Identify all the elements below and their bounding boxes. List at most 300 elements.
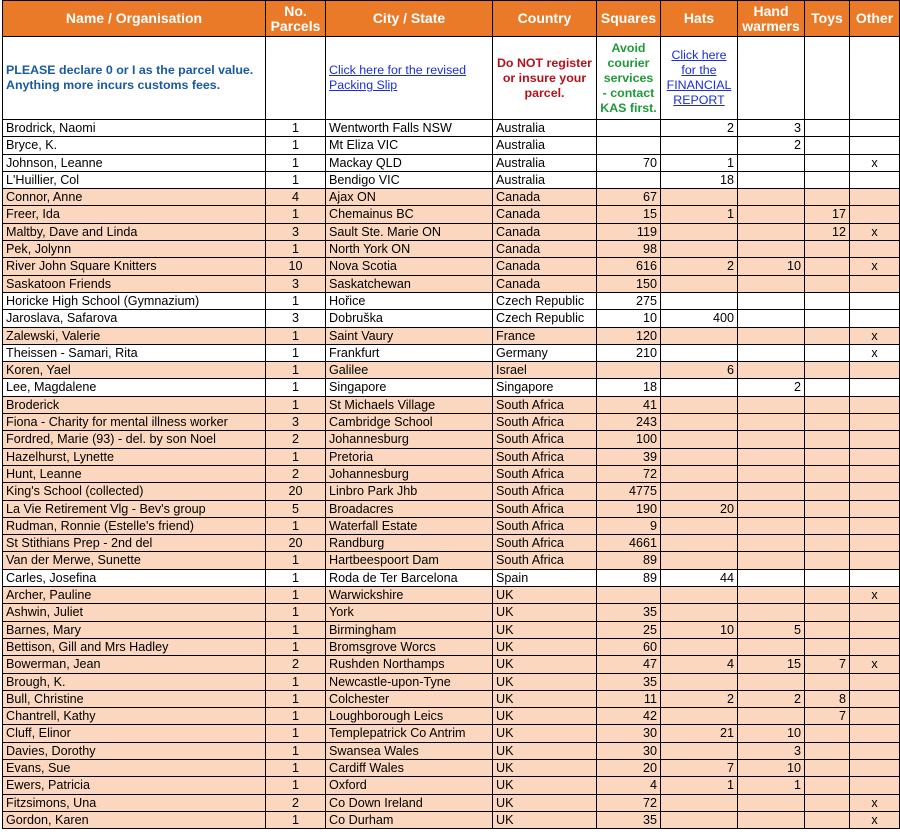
cell-country: UK (493, 777, 597, 794)
cell-toys (805, 777, 850, 794)
cell-squares: 60 (597, 638, 661, 655)
cell-parcels: 1 (266, 759, 326, 776)
cell-hats: 6 (661, 362, 738, 379)
cell-toys (805, 517, 850, 534)
cell-city: Birmingham (326, 621, 493, 638)
cell-hats: 1 (661, 154, 738, 171)
cell-squares: 119 (597, 223, 661, 240)
table-row (3, 396, 900, 413)
cell-name: Evans, Sue (3, 759, 266, 776)
cell-name: Bryce, K. (3, 137, 266, 154)
packing-slip-link[interactable]: Click here for the revised Packing Slip (329, 63, 467, 92)
table-row (3, 673, 900, 690)
cell-country: UK (493, 638, 597, 655)
cell-squares: 67 (597, 189, 661, 206)
register-notice: Do NOT register or insure your parcel. (493, 37, 597, 120)
cell-hats: 20 (661, 500, 738, 517)
cell-parcels: 1 (266, 362, 326, 379)
table-row (3, 604, 900, 621)
cell-squares: 4775 (597, 483, 661, 500)
cell-city: Sault Ste. Marie ON (326, 223, 493, 240)
cell-toys (805, 241, 850, 258)
cell-toys (805, 794, 850, 811)
cell-squares: 47 (597, 656, 661, 673)
cell-hats (661, 517, 738, 534)
cell-parcels: 2 (266, 431, 326, 448)
cell-squares (597, 137, 661, 154)
cell-country: Spain (493, 569, 597, 586)
cell-other: x (850, 344, 900, 361)
cell-toys (805, 189, 850, 206)
cell-name: Ashwin, Juliet (3, 604, 266, 621)
cell-hand-warmers (738, 189, 805, 206)
cell-name: Brodrick, Naomi (3, 120, 266, 137)
cell-country: Singapore (493, 379, 597, 396)
cell-country: UK (493, 604, 597, 621)
cell-other (850, 777, 900, 794)
cell-hand-warmers: 3 (738, 120, 805, 137)
cell-parcels: 20 (266, 483, 326, 500)
packing-slip-cell (326, 37, 493, 120)
cell-name: Barnes, Mary (3, 621, 266, 638)
col-header-squares: Squares (597, 1, 661, 37)
cell-squares: 89 (597, 552, 661, 569)
cell-squares: 41 (597, 396, 661, 413)
cell-other (850, 171, 900, 188)
cell-hand-warmers (738, 275, 805, 292)
cell-city: Colchester (326, 690, 493, 707)
table-row (3, 344, 900, 361)
cell-other: x (850, 223, 900, 240)
cell-name: Carles, Josefina (3, 569, 266, 586)
cell-other: x (850, 656, 900, 673)
cell-hand-warmers: 2 (738, 690, 805, 707)
cell-parcels: 1 (266, 517, 326, 534)
cell-city: Swansea Wales (326, 742, 493, 759)
cell-name: Bowerman, Jean (3, 656, 266, 673)
cell-name: River John Square Knitters (3, 258, 266, 275)
cell-hats: 400 (661, 310, 738, 327)
notice-row (3, 37, 900, 120)
cell-squares (597, 171, 661, 188)
cell-city: Saskatchewan (326, 275, 493, 292)
cell-country: South Africa (493, 465, 597, 482)
table-row (3, 258, 900, 275)
cell-parcels: 1 (266, 396, 326, 413)
cell-hand-warmers: 2 (738, 379, 805, 396)
table-row (3, 759, 900, 776)
cell-parcels: 4 (266, 189, 326, 206)
cell-city: York (326, 604, 493, 621)
cell-other (850, 120, 900, 137)
cell-squares: 18 (597, 379, 661, 396)
cell-country: Germany (493, 344, 597, 361)
cell-other (850, 431, 900, 448)
cell-country: South Africa (493, 396, 597, 413)
table-row (3, 742, 900, 759)
financial-report-cell (661, 37, 738, 120)
cell-country: Australia (493, 154, 597, 171)
cell-squares: 120 (597, 327, 661, 344)
cell-squares: 25 (597, 621, 661, 638)
cell-city: Co Down Ireland (326, 794, 493, 811)
cell-hand-warmers (738, 414, 805, 431)
cell-name: Van der Merwe, Sunette (3, 552, 266, 569)
table-row (3, 448, 900, 465)
cell-toys (805, 621, 850, 638)
cell-name: Johnson, Leanne (3, 154, 266, 171)
cell-hand-warmers (738, 587, 805, 604)
cell-name: Fordred, Marie (93) - del. by son Noel (3, 431, 266, 448)
cell-squares: 4 (597, 777, 661, 794)
cell-toys (805, 431, 850, 448)
cell-parcels: 1 (266, 604, 326, 621)
cell-squares: 72 (597, 794, 661, 811)
cell-country: South Africa (493, 552, 597, 569)
cell-city: Warwickshire (326, 587, 493, 604)
cell-parcels: 2 (266, 465, 326, 482)
cell-city: Templepatrick Co Antrim (326, 725, 493, 742)
cell-city: Wentworth Falls NSW (326, 120, 493, 137)
cell-parcels: 1 (266, 292, 326, 309)
cell-hand-warmers (738, 552, 805, 569)
cell-hats (661, 673, 738, 690)
cell-other (850, 569, 900, 586)
cell-squares: 70 (597, 154, 661, 171)
cell-name: Bettison, Gill and Mrs Hadley (3, 638, 266, 655)
cell-toys (805, 362, 850, 379)
cell-hand-warmers: 1 (738, 777, 805, 794)
cell-parcels: 1 (266, 552, 326, 569)
cell-toys (805, 292, 850, 309)
cell-city: Bendigo VIC (326, 171, 493, 188)
cell-city: Johannesburg (326, 431, 493, 448)
cell-name: St Stithians Prep - 2nd del (3, 535, 266, 552)
cell-toys (805, 137, 850, 154)
cell-squares (597, 362, 661, 379)
cell-city: Co Durham (326, 811, 493, 828)
cell-city: Cardiff Wales (326, 759, 493, 776)
cell-hats (661, 431, 738, 448)
cell-hats (661, 638, 738, 655)
cell-parcels: 1 (266, 708, 326, 725)
cell-city: Singapore (326, 379, 493, 396)
cell-toys (805, 535, 850, 552)
cell-hats (661, 483, 738, 500)
cell-city: Hořice (326, 292, 493, 309)
cell-hand-warmers: 5 (738, 621, 805, 638)
cell-hats (661, 137, 738, 154)
cell-squares: 150 (597, 275, 661, 292)
header-row (3, 1, 900, 37)
courier-notice: Avoid courier services - contact KAS first. (597, 37, 661, 120)
cell-city: Ajax ON (326, 189, 493, 206)
cell-city: Linbro Park Jhb (326, 483, 493, 500)
cell-city: Oxford (326, 777, 493, 794)
cell-toys: 7 (805, 656, 850, 673)
cell-hand-warmers (738, 794, 805, 811)
cell-country: Israel (493, 362, 597, 379)
cell-squares: 243 (597, 414, 661, 431)
cell-country: Australia (493, 137, 597, 154)
table-row (3, 725, 900, 742)
cell-toys (805, 275, 850, 292)
cell-toys: 7 (805, 708, 850, 725)
cell-squares: 35 (597, 811, 661, 828)
cell-country: South Africa (493, 448, 597, 465)
cell-city: Mt Eliza VIC (326, 137, 493, 154)
cell-parcels: 1 (266, 725, 326, 742)
cell-other (850, 673, 900, 690)
cell-squares (597, 120, 661, 137)
cell-squares: 89 (597, 569, 661, 586)
table-row (3, 137, 900, 154)
cell-city: Loughborough Leics (326, 708, 493, 725)
cell-parcels: 1 (266, 154, 326, 171)
table-row (3, 535, 900, 552)
cell-other (850, 621, 900, 638)
cell-hand-warmers: 3 (738, 742, 805, 759)
cell-hand-warmers (738, 500, 805, 517)
cell-hats: 2 (661, 690, 738, 707)
cell-name: Theissen - Samari, Rita (3, 344, 266, 361)
cell-name: Zalewski, Valerie (3, 327, 266, 344)
cell-hats: 1 (661, 206, 738, 223)
cell-hats (661, 708, 738, 725)
cell-squares: 42 (597, 708, 661, 725)
cell-hats: 21 (661, 725, 738, 742)
cell-country: France (493, 327, 597, 344)
cell-squares: 35 (597, 673, 661, 690)
cell-hand-warmers (738, 327, 805, 344)
cell-squares: 9 (597, 517, 661, 534)
cell-other (850, 517, 900, 534)
cell-squares: 210 (597, 344, 661, 361)
table-row (3, 552, 900, 569)
cell-country: UK (493, 708, 597, 725)
table-row (3, 465, 900, 482)
cell-hand-warmers (738, 448, 805, 465)
cell-hand-warmers (738, 604, 805, 621)
cell-city: St Michaels Village (326, 396, 493, 413)
cell-country: South Africa (493, 517, 597, 534)
cell-toys (805, 258, 850, 275)
cell-parcels: 1 (266, 569, 326, 586)
cell-name: Archer, Pauline (3, 587, 266, 604)
cell-squares: 100 (597, 431, 661, 448)
cell-squares: 30 (597, 725, 661, 742)
cell-other (850, 396, 900, 413)
cell-toys (805, 500, 850, 517)
cell-city: Newcastle-upon-Tyne (326, 673, 493, 690)
cell-hats (661, 448, 738, 465)
cell-country: South Africa (493, 414, 597, 431)
cell-hand-warmers: 10 (738, 725, 805, 742)
cell-hats (661, 811, 738, 828)
cell-country: Canada (493, 275, 597, 292)
cell-country: UK (493, 759, 597, 776)
cell-name: Bull, Christine (3, 690, 266, 707)
cell-hats: 1 (661, 777, 738, 794)
table-row (3, 189, 900, 206)
cell-other (850, 742, 900, 759)
cell-city: Dobruška (326, 310, 493, 327)
cell-squares: 35 (597, 604, 661, 621)
cell-squares: 39 (597, 448, 661, 465)
cell-hats (661, 465, 738, 482)
cell-country: UK (493, 725, 597, 742)
declare-value-notice: PLEASE declare 0 or I as the parcel value. Anything more incurs customs fees. (3, 37, 266, 120)
col-header-city: City / State (326, 1, 493, 37)
cell-toys: 8 (805, 690, 850, 707)
cell-squares: 190 (597, 500, 661, 517)
col-header-hats: Hats (661, 1, 738, 37)
cell-hats (661, 241, 738, 258)
cell-name: Freer, Ida (3, 206, 266, 223)
cell-name: Connor, Anne (3, 189, 266, 206)
notice-empty-cell (266, 37, 326, 120)
cell-toys (805, 725, 850, 742)
cell-name: Gordon, Karen (3, 811, 266, 828)
cell-country: UK (493, 587, 597, 604)
cell-name: La Vie Retirement Vlg - Bev's group (3, 500, 266, 517)
cell-country: UK (493, 673, 597, 690)
cell-squares: 275 (597, 292, 661, 309)
table-row (3, 171, 900, 188)
cell-city: Chemainus BC (326, 206, 493, 223)
col-header-hand-warmers: Hand warmers (738, 1, 805, 37)
financial-report-link[interactable]: Click here for the FINANCIAL REPORT (666, 48, 732, 107)
table-row (3, 327, 900, 344)
cell-other (850, 725, 900, 742)
cell-parcels: 3 (266, 275, 326, 292)
cell-city: Bromsgrove Worcs (326, 638, 493, 655)
cell-country: Czech Republic (493, 292, 597, 309)
cell-toys (805, 552, 850, 569)
cell-other: x (850, 811, 900, 828)
table-row (3, 275, 900, 292)
cell-parcels: 10 (266, 258, 326, 275)
cell-hats (661, 587, 738, 604)
cell-country: Canada (493, 189, 597, 206)
cell-parcels: 1 (266, 448, 326, 465)
cell-toys (805, 414, 850, 431)
cell-toys (805, 120, 850, 137)
cell-city: Rushden Northamps (326, 656, 493, 673)
cell-hats (661, 535, 738, 552)
cell-hand-warmers: 10 (738, 258, 805, 275)
cell-other (850, 189, 900, 206)
cell-toys (805, 673, 850, 690)
table-row (3, 120, 900, 137)
donations-table (2, 0, 900, 829)
cell-country: UK (493, 690, 597, 707)
cell-squares: 72 (597, 465, 661, 482)
cell-parcels: 3 (266, 414, 326, 431)
cell-hats (661, 189, 738, 206)
cell-other (850, 604, 900, 621)
cell-hats (661, 292, 738, 309)
cell-squares: 11 (597, 690, 661, 707)
cell-hats: 4 (661, 656, 738, 673)
cell-name: Fiona - Charity for mental illness worker (3, 414, 266, 431)
cell-hand-warmers (738, 708, 805, 725)
cell-squares: 4661 (597, 535, 661, 552)
notice-empty-cell (738, 37, 805, 120)
cell-country: South Africa (493, 483, 597, 500)
cell-other (850, 275, 900, 292)
cell-other (850, 310, 900, 327)
cell-country: UK (493, 742, 597, 759)
cell-parcels: 1 (266, 171, 326, 188)
cell-hand-warmers (738, 310, 805, 327)
cell-parcels: 1 (266, 638, 326, 655)
cell-toys (805, 587, 850, 604)
cell-name: Saskatoon Friends (3, 275, 266, 292)
cell-toys (805, 759, 850, 776)
cell-name: Cluff, Elinor (3, 725, 266, 742)
col-header-country: Country (493, 1, 597, 37)
cell-hand-warmers (738, 535, 805, 552)
cell-name: Hazelhurst, Lynette (3, 448, 266, 465)
cell-hand-warmers (738, 517, 805, 534)
cell-other (850, 362, 900, 379)
cell-country: Czech Republic (493, 310, 597, 327)
table-row (3, 414, 900, 431)
cell-toys (805, 604, 850, 621)
cell-name: Pek, Jolynn (3, 241, 266, 258)
table-row (3, 777, 900, 794)
table-row (3, 241, 900, 258)
cell-other (850, 708, 900, 725)
cell-name: Rudman, Ronnie (Estelle's friend) (3, 517, 266, 534)
cell-squares: 10 (597, 310, 661, 327)
cell-hand-warmers (738, 154, 805, 171)
cell-other (850, 759, 900, 776)
cell-toys (805, 310, 850, 327)
cell-toys (805, 327, 850, 344)
cell-hats (661, 552, 738, 569)
cell-country: Australia (493, 171, 597, 188)
cell-hats: 2 (661, 120, 738, 137)
cell-name: Broderick (3, 396, 266, 413)
cell-city: Frankfurt (326, 344, 493, 361)
cell-name: Maltby, Dave and Linda (3, 223, 266, 240)
col-header-parcels: No. Parcels (266, 1, 326, 37)
cell-other (850, 500, 900, 517)
cell-parcels: 1 (266, 120, 326, 137)
cell-hats (661, 379, 738, 396)
table-row (3, 362, 900, 379)
cell-city: Nova Scotia (326, 258, 493, 275)
cell-other (850, 483, 900, 500)
cell-squares: 15 (597, 206, 661, 223)
cell-country: Canada (493, 206, 597, 223)
cell-hand-warmers (738, 292, 805, 309)
table-row (3, 690, 900, 707)
cell-toys (805, 154, 850, 171)
cell-other (850, 414, 900, 431)
table-row (3, 154, 900, 171)
cell-hats (661, 223, 738, 240)
cell-hats (661, 414, 738, 431)
cell-country: Canada (493, 241, 597, 258)
cell-hand-warmers: 15 (738, 656, 805, 673)
cell-name: Ewers, Patricia (3, 777, 266, 794)
cell-parcels: 1 (266, 811, 326, 828)
cell-hats (661, 742, 738, 759)
cell-city: Roda de Ter Barcelona (326, 569, 493, 586)
